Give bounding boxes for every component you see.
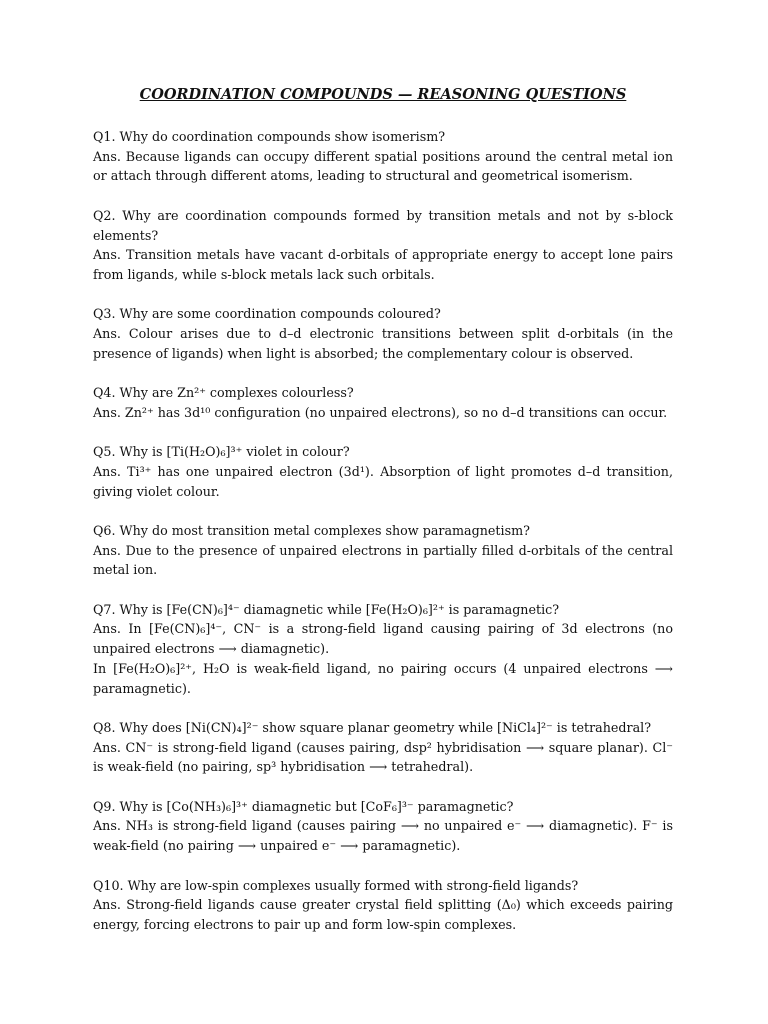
qa-block bbox=[93, 600, 673, 699]
page-title: COORDINATION COMPOUNDS — REASONING QUESTIONS bbox=[139, 86, 627, 103]
answer-text: Ans. In [Fe(CN)₆]⁴⁻, CN⁻ is a strong-field ligand causing pairing of 3d electrons (no unpaired electrons ⟶ diamagnetic). bbox=[93, 621, 673, 657]
qa-block bbox=[93, 442, 673, 501]
answer-text: Ans. CN⁻ is strong-field ligand (causes pairing, dsp² hybridisation ⟶ square planar). Cl⁻ is weak-field (no pairing, sp³ hybridisation ⟶ tetrahedral). bbox=[93, 739, 673, 775]
document-page bbox=[93, 86, 673, 954]
question-text: Q4. Why are Zn²⁺ complexes colourless? bbox=[93, 385, 354, 401]
question-text: Q10. Why are low-spin complexes usually formed with strong-field ligands? bbox=[93, 877, 579, 893]
qa-block bbox=[93, 127, 673, 186]
answer-text: Ans. Zn²⁺ has 3d¹⁰ configuration (no unpaired electrons), so no d–d transitions can occur. bbox=[93, 404, 668, 420]
answer-text: In [Fe(H₂O)₆]²⁺, H₂O is weak-field ligand, no pairing occurs (4 unpaired electrons ⟶ paramagnetic). bbox=[93, 660, 673, 696]
qa-block bbox=[93, 797, 673, 856]
qa-block bbox=[93, 521, 673, 580]
answer-text: Ans. NH₃ is strong-field ligand (causes pairing ⟶ no unpaired e⁻ ⟶ diamagnetic). F⁻ is weak-field (no pairing ⟶ unpaired e⁻ ⟶ paramagnetic). bbox=[93, 818, 673, 854]
qa-block bbox=[93, 876, 673, 935]
answer-text: Ans. Transition metals have vacant d-orbitals of appropriate energy to accept lone pairs from ligands, while s-block metals lack such orbitals. bbox=[93, 247, 673, 282]
qa-list bbox=[93, 127, 673, 935]
qa-block bbox=[93, 383, 673, 422]
answer-text: Ans. Ti³⁺ has one unpaired electron (3d¹). Absorption of light promotes d–d transition, giving violet colour. bbox=[93, 463, 673, 499]
qa-block bbox=[93, 206, 673, 285]
answer-text: Ans. Strong-field ligands cause greater crystal field splitting (Δ₀) which exceeds pairing energy, forcing electrons to pair up and form low-spin complexes. bbox=[93, 897, 673, 932]
question-text: Q2. Why are coordination compounds formed by transition metals and not by s-block elements? bbox=[93, 207, 673, 243]
question-text: Q7. Why is [Fe(CN)₆]⁴⁻ diamagnetic while [Fe(H₂O)₆]²⁺ is paramagnetic? bbox=[93, 601, 560, 617]
question-text: Q1. Why do coordination compounds show isomerism? bbox=[93, 129, 446, 144]
question-text: Q9. Why is [Co(NH₃)₆]³⁺ diamagnetic but [CoF₆]³⁻ paramagnetic? bbox=[93, 798, 514, 814]
answer-text: Ans. Colour arises due to d–d electronic transitions between split d-orbitals (in the presence of ligands) when light is absorbed; the complementary colour is observed. bbox=[93, 326, 673, 361]
answer-text: Ans. Due to the presence of unpaired electrons in partially filled d-orbitals of the central metal ion. bbox=[93, 542, 673, 578]
question-text: Q5. Why is [Ti(H₂O)₆]³⁺ violet in colour? bbox=[93, 444, 350, 460]
qa-block bbox=[93, 718, 673, 777]
answer-text: Ans. Because ligands can occupy different spatial positions around the central metal ion or attach through different atoms, leading to structural and geometrical isomerism. bbox=[93, 148, 673, 184]
question-text: Q6. Why do most transition metal complexes show paramagnetism? bbox=[93, 522, 530, 538]
qa-block bbox=[93, 304, 673, 363]
question-text: Q8. Why does [Ni(CN)₄]²⁻ show square planar geometry while [NiCl₄]²⁻ is tetrahedral? bbox=[93, 719, 652, 735]
question-text: Q3. Why are some coordination compounds coloured? bbox=[93, 306, 441, 322]
